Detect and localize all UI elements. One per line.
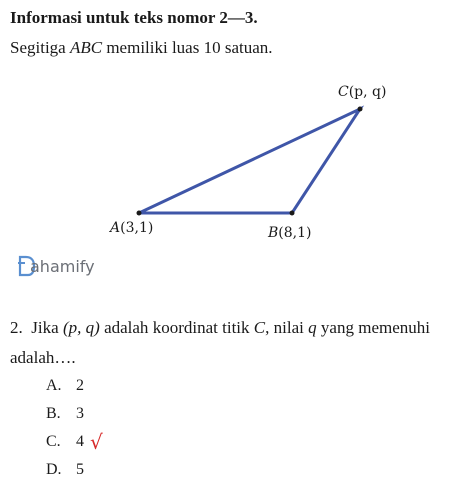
intro-text [10,38,273,58]
question-number: 2. [10,318,23,337]
vertex-c-coords: (p, q) [348,84,387,100]
question-c: C [253,318,266,337]
question-pq: (p, q) [62,318,100,337]
question-text-1: Jika [31,318,63,337]
triangle-figure [0,80,449,255]
question-text-4: yang memenuhi adalah…. [10,318,431,367]
vertex-a-name: A [110,220,121,236]
option-value: 2 [76,377,84,394]
vertex-b-dot [290,211,295,216]
option-a[interactable] [46,372,103,400]
vertex-c-name: C [338,84,349,100]
option-letter: D. [46,461,62,478]
intro-suffix: memiliki luas 10 satuan. [102,38,273,57]
logo-text: ahamify [30,256,95,276]
vertex-c-dot [358,107,363,112]
option-value: 5 [76,461,84,478]
vertex-b-coords: (8,1) [278,225,312,241]
check-mark-icon: √ [90,430,103,454]
question-text-3: , nilai [265,318,309,337]
zenius-logo [16,252,95,280]
option-value: 3 [76,405,84,422]
vertex-b-label [268,225,312,241]
answer-options [46,372,103,484]
option-letter: A. [46,377,62,394]
vertex-a-label [110,220,153,236]
vertex-a-dot [137,211,142,216]
heading: Informasi untuk teks nomor 2—3. [10,8,258,27]
option-letter: B. [46,405,61,422]
vertex-b-name: B [268,225,279,241]
option-b[interactable] [46,400,103,428]
option-value: 4 [76,433,84,450]
question-q: q [308,318,317,337]
option-d[interactable] [46,456,103,484]
vertex-a-coords: (3,1) [120,220,154,236]
question-text-2: adalah koordinat titik [99,318,254,337]
option-letter: C. [46,433,61,450]
question-2 [10,313,430,373]
vertex-c-label [338,84,386,100]
triangle-name: ABC [69,38,103,57]
intro-prefix: Segitiga [10,38,70,57]
triangle-abc [139,109,360,213]
option-c[interactable] [46,428,103,456]
